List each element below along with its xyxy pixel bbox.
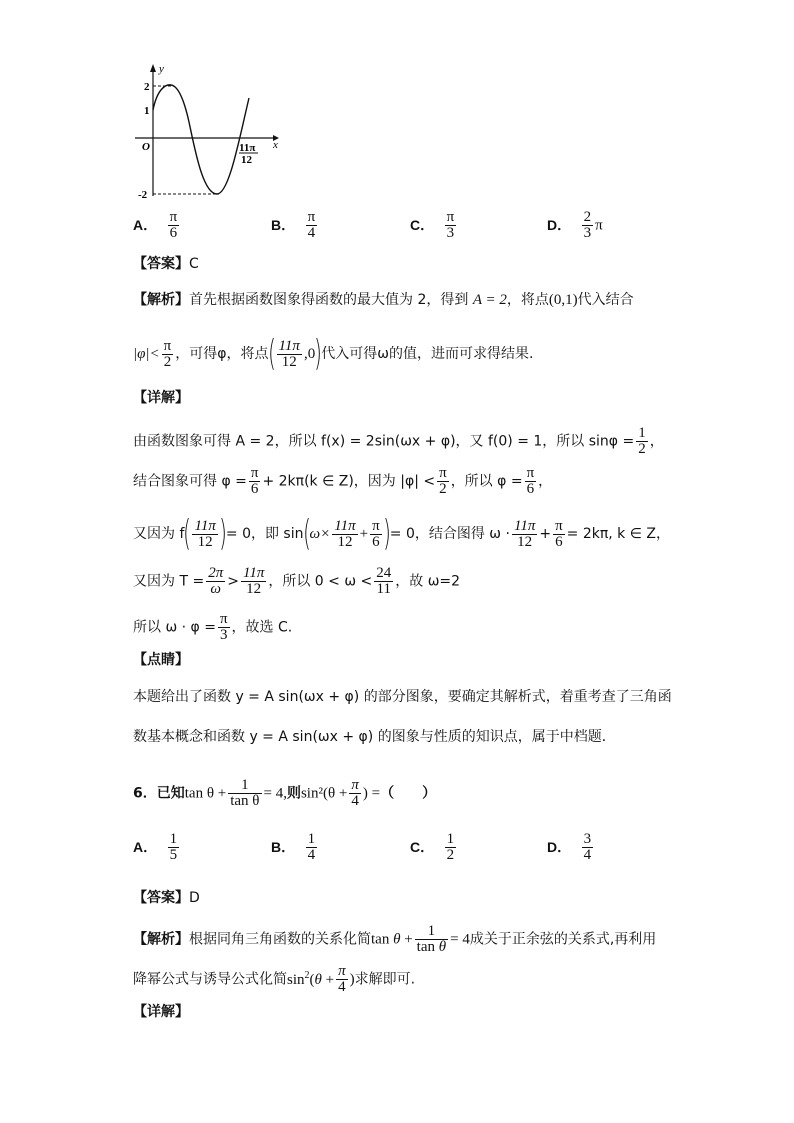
- q6-option-d-value: $\frac{3}{4}$: [583, 831, 592, 863]
- q5-option-c-value: $\frac{\pi}{3}$: [446, 209, 455, 241]
- x-tick-numerator: 11π: [239, 142, 256, 154]
- q6-option-a: A． $\frac{1}{5}$: [133, 831, 178, 863]
- y-axis-arrow: [150, 64, 156, 72]
- q5-detail-line-3: 又因为 f( $\frac{11\pi}{12}$ )= 0，即 sin(ω× $\frac{11\pi}{12}$ + $\frac{\pi}{6}$ )= 0，结合图得 ω · $\frac{11\pi}{12}$ + $\frac{\pi}{6}$ = 2kπ, k ∈ Z，: [133, 513, 670, 554]
- y-tick-1: 1: [144, 105, 150, 117]
- function-graph: [133, 60, 283, 200]
- origin-label: O: [142, 141, 150, 153]
- q6-detail-tag: 【详解】: [133, 1004, 189, 1020]
- q6-option-c-value: $\frac{1}{2}$: [446, 831, 455, 863]
- q6-option-a-value: $\frac{1}{5}$: [169, 831, 178, 863]
- q5-detail-line-5: 所以 ω · φ = $\frac{\pi}{3}$ ，故选 C.: [133, 611, 293, 643]
- x-tick-denominator: 12: [241, 154, 252, 166]
- q6-option-b: B． $\frac{1}{4}$: [271, 831, 316, 863]
- q6-analysis-line-1: 【解析】根据同角三角函数的关系化简tan θ + $\frac{1}{\text{tan θ}}$ = 4成关于正余弦的关系式,再利用: [133, 923, 657, 955]
- q6-option-d: D． $\frac{3}{4}$: [547, 831, 592, 863]
- q6-option-c: C． $\frac{1}{2}$: [410, 831, 455, 863]
- q5-point-line-1: 本题给出了函数 y = A sin(ωx + φ) 的部分图象，要确定其解析式，着重考查了三角函: [133, 689, 672, 705]
- q6-option-b-value: $\frac{1}{4}$: [307, 831, 316, 863]
- y-axis-label: y: [159, 63, 164, 75]
- q5-detail-line-4: 又因为 T = $\frac{2\pi}{\omega}$ > $\frac{11\pi}{12}$ ，所以 0 < ω < $\frac{24}{11}$ ，故 ω=2: [133, 565, 461, 597]
- x-axis-label: x: [273, 139, 278, 151]
- q5-option-b-value: $\frac{\pi}{4}$: [307, 209, 316, 241]
- q5-analysis-line-1: 【解析】首先根据函数图象得函数的最大值为 2，得到 A = 2，将点(0,1)代入结合: [133, 292, 634, 308]
- q5-analysis-line-2: |φ|< $\frac{\pi}{2}$ ，可得φ，将点( $\frac{11\pi}{12}$ ,0)代入可得ω的值，进而可求得结果.: [133, 333, 534, 374]
- q5-option-b: B． $\frac{\pi}{4}$: [271, 209, 316, 241]
- y-tick-2: 2: [144, 81, 150, 93]
- q5-detail-line-2: 结合图象可得 φ = $\frac{\pi}{6}$ + 2kπ(k ∈ Z)，因为 |φ| < $\frac{\pi}{2}$ ，所以 φ = $\frac{\pi}{6}$ ，: [133, 465, 553, 497]
- q5-point-line-2: 数基本概念和函数 y = A sin(ωx + φ) 的图象与性质的知识点，属于中档题．: [133, 729, 616, 745]
- y-tick-minus-2: -2: [138, 189, 148, 200]
- q5-point-tag: 【点睛】: [133, 652, 189, 668]
- q6-answer: 【答案】D: [133, 890, 200, 906]
- q5-option-d-value: $\frac{2}{3}$: [583, 209, 592, 241]
- q5-detail-line-1: 由函数图象可得 A = 2，所以 f(x) = 2sin(ωx + φ)，又 f(0) = 1，所以 sinφ = $\frac{1}{2}$ ，: [133, 425, 664, 457]
- q5-option-a: A． $\frac{\pi}{6}$: [133, 209, 178, 241]
- q5-option-d: D． $\frac{2}{3}$ π: [547, 209, 603, 241]
- q5-detail-tag: 【详解】: [133, 390, 189, 406]
- q6-stem: 6．已知tan θ + $\frac{1}{\text{tan θ}}$ = 4,则sin²(θ + $\frac{\pi}{4}$ ) =（ ）: [133, 777, 437, 809]
- q6-analysis-line-2: 降幂公式与诱导公式化简$\sin^2(\theta$ + $\frac{\pi}{4}$ )求解即可.: [133, 963, 416, 995]
- sine-curve: [153, 85, 249, 194]
- q5-answer: 【答案】C: [133, 256, 199, 272]
- q5-option-c: C． $\frac{\pi}{3}$: [410, 209, 455, 241]
- q5-option-a-value: $\frac{\pi}{6}$: [169, 209, 178, 241]
